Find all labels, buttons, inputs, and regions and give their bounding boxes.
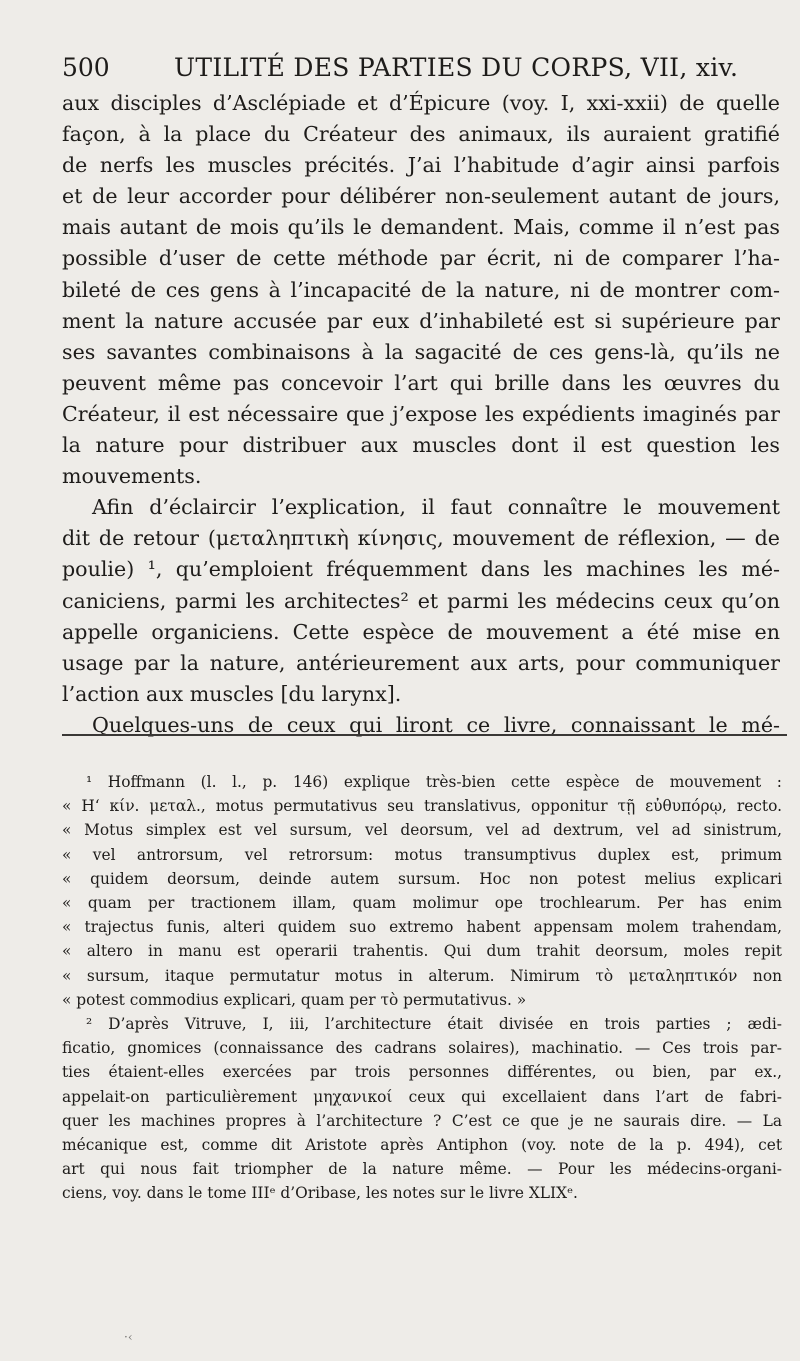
text-line: caniciens, parmi les architectes² et parmi les médecins ceux qu’on [62, 588, 780, 613]
footnote-line: « potest commodius explicari, quam per τὸ permutativus. » [62, 990, 527, 1009]
footnote-line: « trajectus funis, alteri quidem suo extremo habent appensam molem trahendam, [62, 918, 782, 937]
text-line: l’action aux muscles [du larynx]. [62, 681, 402, 706]
footnote-line: quer les machines propres à l’architecture ? C’est ce que je ne saurais dire. — La [62, 1111, 782, 1130]
footnote-line: ² D’après Vitruve, I, iii, l’architecture était divisée en trois parties ; ædi- [86, 1015, 782, 1034]
footnotes [62, 770, 782, 1206]
page-header [62, 50, 739, 86]
footnote-line: ¹ Hoffmann (l. l., p. 146) explique très-bien cette espèce de mouvement : [86, 773, 782, 791]
footnote-line: art qui nous fait triompher de la nature même. — Pour les médecins-organi- [62, 1160, 782, 1179]
text-line: mais autant de mois qu’ils le demandent. Mais, comme il n’est pas [62, 215, 780, 240]
text-line: ses savantes combinaisons à la sagacité de ces gens-là, qu’ils ne [62, 339, 780, 364]
text-line: Quelques-uns de ceux qui liront ce livre, connaissant le mé- [92, 712, 780, 737]
footnote-divider [62, 734, 787, 736]
footnote-line: ciens, voy. dans le tome IIIᵉ d’Oribase, les notes sur le livre XLIXᵉ. [62, 1184, 578, 1203]
text-line: façon, à la place du Créateur des animaux, ils auraient gratifié [62, 122, 780, 147]
footnote-line: mécanique est, comme dit Aristote après Antiphon (voy. note de la p. 494), cet [62, 1136, 782, 1155]
text-line: appelle organiciens. Cette espèce de mouvement a été mise en [62, 619, 780, 644]
footnote-line: « Motus simplex est vel sursum, vel deorsum, vel ad dextrum, vel ad sinistrum, [62, 821, 782, 840]
footnote-line: « quidem deorsum, deinde autem sursum. Hoc non potest melius explicari [62, 869, 782, 888]
footnote-line: ficatio, gnomices (connaissance des cadrans solaires), machinatio. — Ces trois par- [62, 1039, 782, 1058]
footnote-line: « altero in manu est operarii trahentis. Qui dum trahit deorsum, moles repit [62, 942, 782, 961]
text-line: de nerfs les muscles précités. J’ai l’habitude d’agir ainsi parfois [62, 153, 780, 178]
text-line: bileté de ces gens à l’incapacité de la nature, ni de montrer com- [62, 277, 780, 302]
footnote-line: « Hʻ κίν. μεταλ., motus permutativus seu translativus, opponitur τῇ εὐθυπόρῳ, recto. [62, 797, 782, 816]
stray-mark: ·‹ [124, 1330, 133, 1344]
page-number: 500 [62, 53, 110, 82]
running-title: UTILITÉ DES PARTIES DU CORPS, VII, xiv. [174, 53, 739, 82]
footnote-line: appelait-on particulièrement μηχανικοί ceux qui excellaient dans l’art de fabri- [62, 1087, 782, 1106]
footnote-line: ties étaient-elles exercées par trois personnes différentes, ou bien, par ex., [62, 1063, 782, 1082]
text-line: Afin d’éclaircir l’explication, il faut connaître le mouvement [92, 495, 780, 520]
text-line: mouvements. [62, 464, 202, 489]
main-text [62, 88, 780, 741]
footnote-line: « sursum, itaque permutatur motus in alterum. Nimirum τὸ μεταληπτικόν non [62, 966, 782, 985]
footnote-line: « quam per tractionem illam, quam molimur ope trochlearum. Per has enim [62, 894, 782, 913]
text-line: usage par la nature, antérieurement aux arts, pour communiquer [62, 650, 780, 675]
text-line: peuvent même pas concevoir l’art qui brille dans les œuvres du [62, 370, 780, 395]
text-line: et de leur accorder pour délibérer non-seulement autant de jours, [62, 184, 780, 209]
text-line: dit de retour (μεταληπτικὴ κίνησις, mouvement de réflexion, — de [62, 526, 780, 551]
text-line: la nature pour distribuer aux muscles dont il est question les [62, 433, 780, 458]
footnote-line: « vel antrorsum, vel retrorsum: motus transumptivus duplex est, primum [62, 845, 782, 864]
text-line: Créateur, il est nécessaire que j’expose les expédients imaginés par [62, 401, 780, 426]
text-line: possible d’user de cette méthode par écrit, ni de comparer l’ha- [62, 246, 780, 271]
text-line: poulie) ¹, qu’emploient fréquemment dans les machines les mé- [62, 557, 780, 582]
text-line: aux disciples d’Asclépiade et d’Épicure (voy. I, xxi-xxii) de quelle [62, 91, 780, 115]
text-line: ment la nature accusée par eux d’inhabileté est si supérieure par [62, 308, 780, 333]
